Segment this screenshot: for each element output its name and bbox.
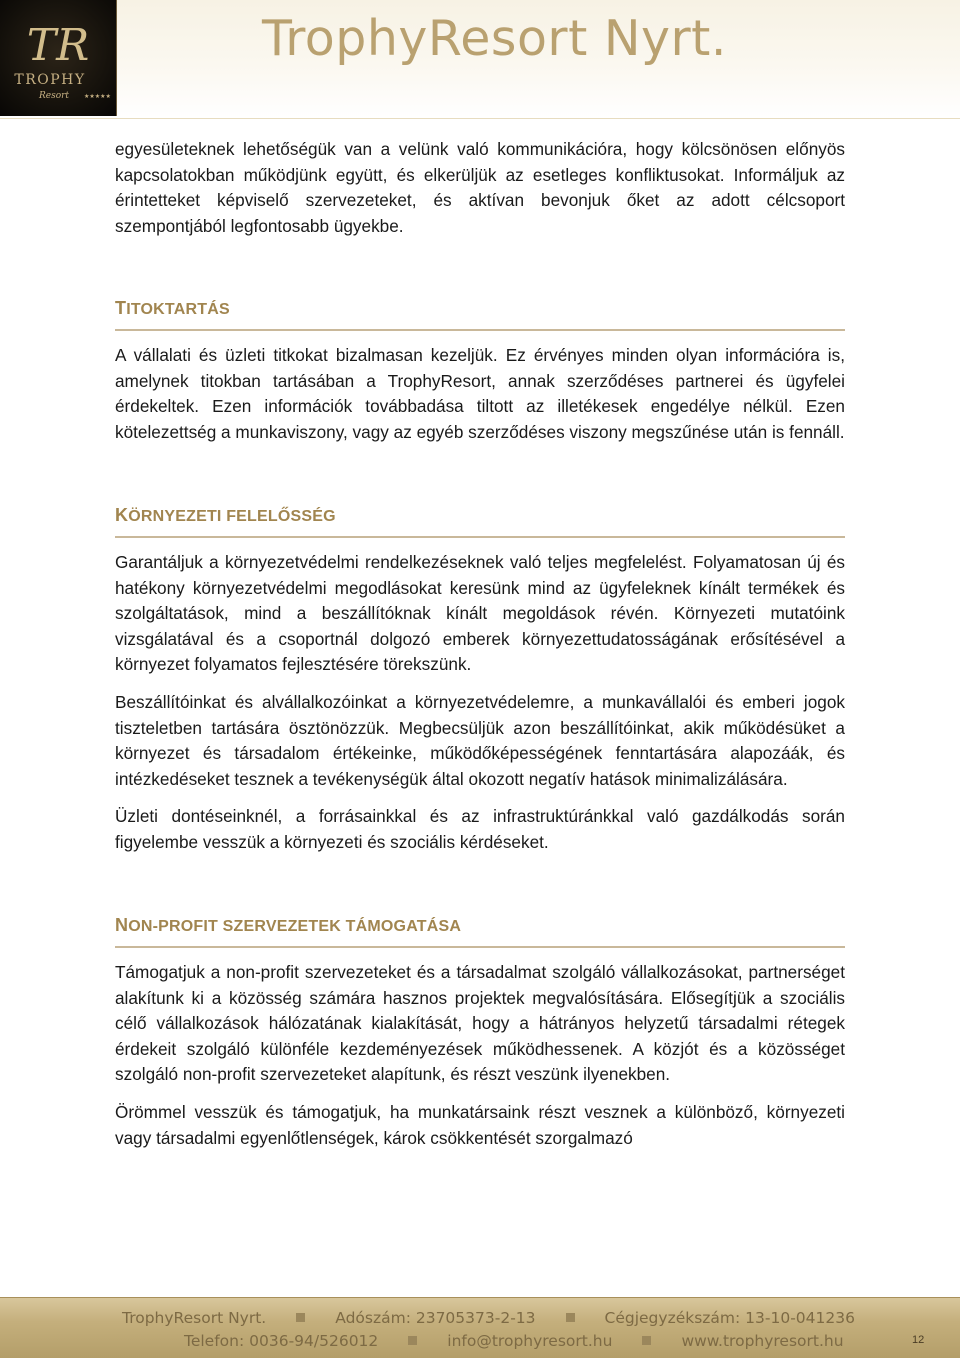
footer-website[interactable]: www.trophyresort.hu	[681, 1332, 844, 1350]
section-title-nonprofit: NON-PROFIT SZERVEZETEK TÁMOGATÁSA	[115, 913, 845, 948]
logo-text: TROPHY	[14, 72, 86, 88]
logo-emblem	[0, 0, 116, 116]
square-bullet-icon	[566, 1313, 575, 1322]
logo-stars-icon: ★★★★★	[84, 93, 111, 100]
page-footer	[0, 1297, 960, 1358]
footer-company: TrophyResort Nyrt.	[122, 1309, 267, 1327]
environment-paragraph-3: Üzleti dontéseinknél, a forrásainkkal és az infrastruktúránkkal való gazdálkodás során figyelembe vesszük a környezeti és szociális kérdéseket.	[115, 806, 845, 852]
footer-phone: Telefon: 0036-94/526012	[184, 1332, 379, 1350]
confidentiality-paragraph: A vállalati és üzleti titkokat bizalmasan kezeljük. Ez érvényes minden olyan információra is, amelynek titokban tartásában a TrophyResort, annak szerződéses partnerei és ügyfelei érdekeltek. Ezen információk továbbadása tiltott az illetékesek engedélye nélkül. Ezen kötelezettség a munkaviszony, vagy az egyéb szerződéses viszony megszűnése után is fennáll.	[115, 344, 845, 442]
footer-registration: Cégjegyzékszám: 13-10-041236	[604, 1309, 855, 1327]
logo-monogram: TR	[26, 20, 90, 71]
footer-tax-number: Adószám: 23705373-2-13	[335, 1309, 536, 1327]
environment-paragraph-1: Garantáljuk a környezetvédelmi rendelkezéseknek való teljes megfelelést. Folyamatosan új és hatékony környezetvédelmi megodlásokat keresünk mind az ügyfeleknek kínált termékek és szolgáltatások, mind a beszállítóknak kínált megoldások révén. Környezeti mutatóink vizsgálatával és a csoportnál dolgozó emberek környezettudatosságának erősítésével a környezet folyamatos fejlesztésére törekszünk.	[115, 551, 845, 675]
square-bullet-icon	[296, 1313, 305, 1322]
nonprofit-paragraph-1: Támogatjuk a non-profit szervezeteket és a társadalmat szolgáló vállalkozásokat, partnerséget alakítunk ki a közösség számára hasznos projektek megvalósítására. Elősegítjük a szociális célő vállalkozások hálózatának kialakítását, hogy a hátrányos helyzetű társadalmi rétegek érdekeit szolgáló különféle kezdeményezések működhessenek. A közjót és a közösséget szolgáló non-profit szervezeteket alapítunk, és részt veszünk ilyenekben.	[115, 962, 845, 1085]
footer-email[interactable]: info@trophyresort.hu	[447, 1332, 613, 1350]
intro-paragraph: egyesületeknek lehetőségük van a velünk való kommunikációra, hogy kölcsönösen előnyös kapcsolatokban működjünk együtt, és elkerüljük az esetleges konfliktusokat. Informáljuk az érintetteket képviselő szervezeteket, és aktívan bevonjuk őket az adott célcsoport szempontjából legfontosabb ügyekbe.	[115, 139, 845, 236]
footer-line-2	[184, 1332, 844, 1350]
section-title-confidentiality: TITOKTARTÁS	[115, 296, 845, 331]
nonprofit-paragraph-2: Örömmel vesszük és támogatjuk, ha munkatársaink részt vesznek a különböző, környezeti vagy társadalmi egyenlőtlenségek, károk csökkentését szorgalmazó	[115, 1102, 845, 1148]
footer-line-1	[122, 1309, 855, 1327]
page-header	[0, 0, 960, 119]
company-name: TrophyResort Nyrt.	[262, 10, 727, 67]
logo-subtext: Resort	[38, 91, 70, 101]
page-number: 12	[912, 1334, 925, 1346]
document-body	[115, 137, 845, 1151]
environment-paragraph-2: Beszállítóinkat és alvállalkozóinkat a környezetvédelemre, a munkavállalói és emberi jogok tiszteletben tartására ösztönözzük. Megbecsüljük azon beszállítóinkat, akik működésüket a környezet és társadalom értékeinke, működőképességének fenntartására alapozáák, és intézkedéseket tesznek a tevékenységük által okozott negatív hatások minimalizálására.	[115, 691, 845, 789]
section-title-environment: KÖRNYEZETI FELELŐSSÉG	[115, 503, 845, 538]
company-logo	[0, 0, 117, 116]
square-bullet-icon	[408, 1336, 417, 1345]
square-bullet-icon	[642, 1336, 651, 1345]
